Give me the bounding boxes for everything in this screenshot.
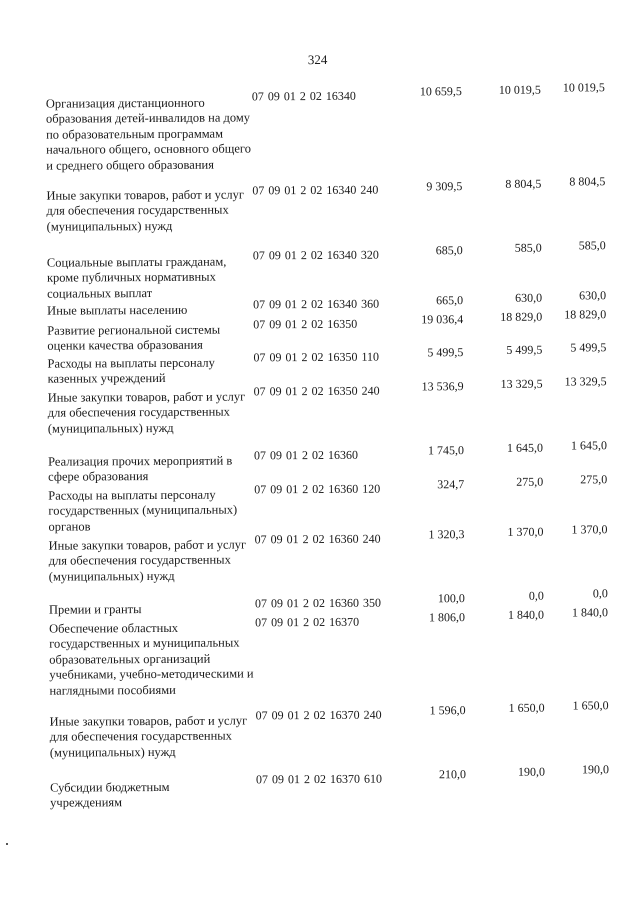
value-year-1: 13 536,9 <box>421 379 464 394</box>
budget-code: 07 09 01 2 02 16340 320 <box>252 247 379 263</box>
budget-code: 07 09 01 2 02 16370 610 <box>255 771 383 787</box>
expense-name: Развитие региональной системы оценки качества образования <box>47 322 221 354</box>
expense-name: Организация дистанционного образования детей-инвалидов на дому по образовательным программам начального общего, основного общего и среднего общего образования <box>45 95 251 173</box>
expense-name: Расходы на выплаты персоналу казенных учреждений <box>47 355 215 387</box>
value-year-3: 630,0 <box>579 288 607 303</box>
value-year-2: 630,0 <box>515 290 543 305</box>
value-year-1: 1 745,0 <box>427 443 465 458</box>
expense-name: Иные закупки товаров, работ и услуг для обеспечения государственных (муниципальных) нужд <box>49 713 248 760</box>
budget-code: 07 09 01 2 02 16370 240 <box>255 707 382 723</box>
value-year-3: 5 499,5 <box>570 340 607 355</box>
expense-name: Иные закупки товаров, работ и услуг для обеспечения государственных (муниципальных) нужд <box>46 187 245 234</box>
value-year-3: 8 804,5 <box>569 174 606 189</box>
budget-code: 07 09 01 2 02 16340 360 <box>253 296 380 312</box>
value-year-3: 13 329,5 <box>564 374 607 389</box>
expense-name: Обеспечение областных государственных и муниципальных образовательных организаций учебниками, учебно-методическими и наглядными пособиями <box>49 620 254 698</box>
value-year-2: 5 499,5 <box>506 342 543 357</box>
value-year-3: 0,0 <box>592 586 608 601</box>
value-year-2: 275,0 <box>516 474 544 489</box>
value-year-3: 18 829,0 <box>564 307 607 322</box>
value-year-1: 10 659,5 <box>419 84 462 99</box>
expense-name: Иные закупки товаров, работ и услуг для обеспечения государственных (муниципальных) нужд <box>48 537 247 584</box>
value-year-3: 585,0 <box>578 238 606 253</box>
value-year-2: 18 829,0 <box>500 309 543 324</box>
value-year-1: 9 309,5 <box>426 179 463 194</box>
value-year-1: 19 036,4 <box>421 312 464 327</box>
value-year-2: 8 804,5 <box>505 176 542 191</box>
expense-name: Иные закупки товаров, работ и услуг для обеспечения государственных (муниципальных) нужд <box>47 389 246 436</box>
value-year-2: 0,0 <box>528 588 544 603</box>
value-year-2: 10 019,5 <box>498 82 541 97</box>
value-year-3: 1 650,0 <box>572 698 609 713</box>
expense-name: Расходы на выплаты персоналу государственных (муниципальных) органов <box>48 487 238 534</box>
value-year-3: 1 840,0 <box>571 605 609 620</box>
value-year-2: 1 650,0 <box>508 700 545 715</box>
expense-name: Реализация прочих мероприятий в сфере образования <box>48 453 233 485</box>
budget-code: 07 09 01 2 02 16360 240 <box>254 531 381 547</box>
value-year-1: 210,0 <box>438 767 467 782</box>
value-year-2: 13 329,5 <box>500 376 543 391</box>
value-year-1: 100,0 <box>437 591 465 606</box>
value-year-2: 1 840,0 <box>507 607 545 622</box>
expense-name: Социальные выплаты гражданам, кроме публичных нормативных социальных выплат <box>46 254 227 301</box>
value-year-3: 1 370,0 <box>571 522 608 537</box>
value-year-1: 665,0 <box>436 293 464 308</box>
value-year-2: 190,0 <box>517 764 546 779</box>
value-year-1: 5 499,5 <box>427 345 464 360</box>
value-year-3: 275,0 <box>580 472 608 487</box>
budget-code: 07 09 01 2 02 16370 <box>255 614 360 630</box>
value-year-3: 10 019,5 <box>562 80 605 95</box>
budget-code: 07 09 01 2 02 16340 <box>251 88 356 104</box>
expense-name: Иные выплаты населению <box>47 302 188 318</box>
budget-code: 07 09 01 2 02 16350 <box>253 316 358 332</box>
budget-code: 07 09 01 2 02 16360 120 <box>254 481 381 497</box>
budget-code: 07 09 01 2 02 16340 240 <box>252 182 379 198</box>
budget-code: 07 09 01 2 02 16350 240 <box>253 383 380 399</box>
value-year-1: 1 596,0 <box>429 703 466 718</box>
budget-code: 07 09 01 2 02 16350 110 <box>253 349 380 365</box>
value-year-1: 685,0 <box>435 243 463 258</box>
value-year-2: 1 645,0 <box>506 440 544 455</box>
expense-name: Субсидии бюджетным учреждениям <box>50 779 170 811</box>
value-year-1: 1 806,0 <box>428 610 466 625</box>
value-year-2: 585,0 <box>514 240 542 255</box>
value-year-1: 324,7 <box>437 477 465 492</box>
value-year-2: 1 370,0 <box>507 524 544 539</box>
value-year-3: 1 645,0 <box>570 438 608 453</box>
budget-code: 07 09 01 2 02 16360 <box>253 447 359 463</box>
page-number: 324 <box>307 51 328 68</box>
expense-name: Премии и гранты <box>48 602 142 617</box>
budget-code: 07 09 01 2 02 16360 350 <box>254 595 381 611</box>
value-year-1: 1 320,3 <box>428 527 465 542</box>
value-year-3: 190,0 <box>581 762 609 777</box>
scan-speck <box>6 843 8 845</box>
